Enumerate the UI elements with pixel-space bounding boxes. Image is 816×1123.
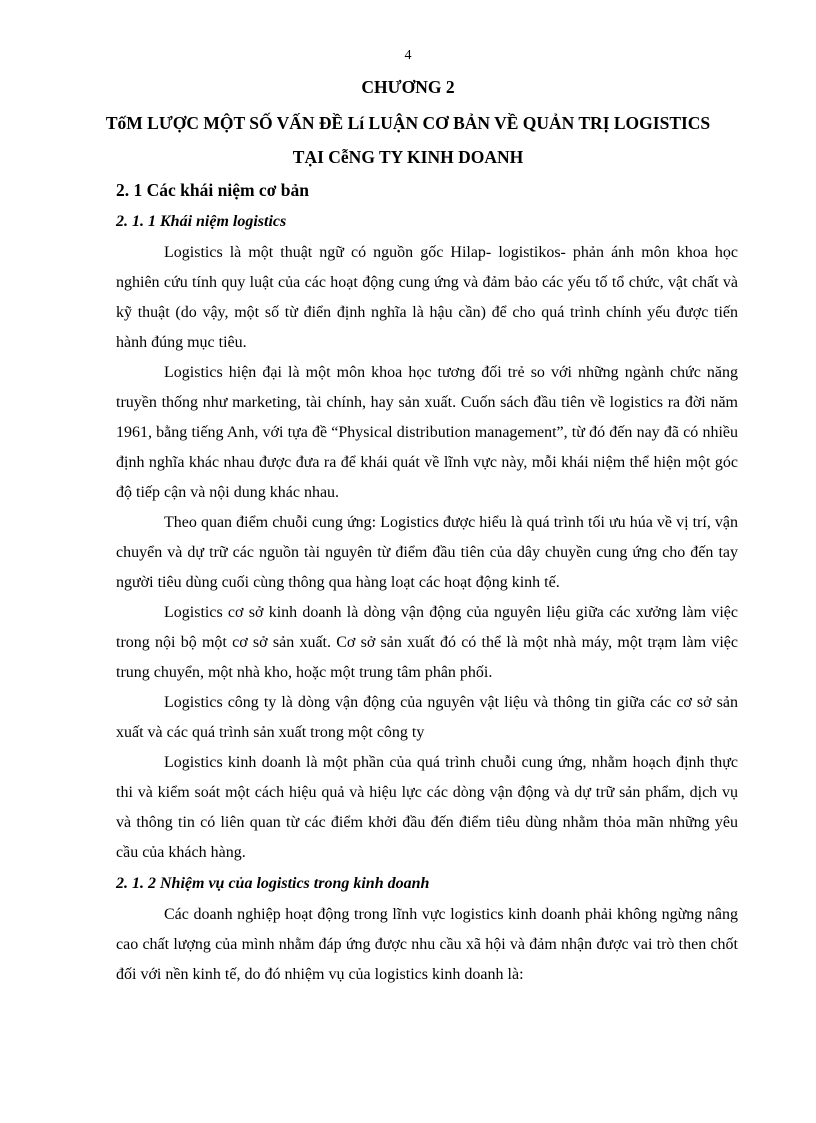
document-body bbox=[116, 174, 738, 990]
paragraph: Theo quan điểm chuỗi cung ứng: Logistics được hiểu là quá trình tối ưu húa về vị trí, vận chuyển và dự trữ các nguồn tài nguyên từ điểm đầu tiên của dây chuyền cung ứng cho đến tay người tiêu dùng cuối cùng thông qua hàng loạt các hoạt động kinh tế. bbox=[116, 514, 738, 591]
chapter-title: TốM LƯỢC MỘT SỐ VẤN ĐỀ Lí LUẬN CƠ BẢN VỀ QUẢN TRỊ LOGISTICS TẠI CễNG TY KINH DOANH bbox=[105, 113, 711, 167]
subsection-heading-2-1-2: 2. 1. 2 Nhiệm vụ của logistics trong kinh doanh bbox=[116, 875, 430, 892]
page-number: 4 bbox=[404, 48, 412, 63]
paragraph: Logistics công ty là dòng vận động của nguyên vật liệu và thông tin giữa các cơ sở sản xuất và các quá trình sản xuất trong một công ty bbox=[116, 694, 738, 741]
section-heading-2-1: 2. 1 Các khái niệm cơ bản bbox=[116, 180, 309, 200]
chapter-label: CHƯƠNG 2 bbox=[361, 77, 455, 97]
paragraph: Logistics là một thuật ngữ có nguồn gốc Hilap- logistikos- phản ánh môn khoa học nghiên cứu tính quy luật của các hoạt động cung ứng và đảm bảo các yếu tố tổ chức, vật chất và kỹ thuật (do vậy, một số từ điển định nghĩa là hậu cần) để cho quá trình chính yếu được tiến hành đúng mục tiêu. bbox=[116, 244, 738, 351]
subsection-heading-2-1-1: 2. 1. 1 Khái niệm logistics bbox=[116, 213, 287, 230]
paragraph: Logistics kinh doanh là một phần của quá trình chuỗi cung ứng, nhằm hoạch định thực thi và kiểm soát một cách hiệu quả và hiệu lực các dòng vận động và dự trữ sản phẩm, dịch vụ và thông tin có liên quan từ các điểm khởi đầu đến điểm tiêu dùng nhằm thỏa mãn những yêu cầu của khách hàng. bbox=[116, 754, 738, 861]
paragraph: Logistics hiện đại là một môn khoa học tương đối trẻ so với những ngành chức năng truyền thống như marketing, tài chính, hay sản xuất. Cuốn sách đầu tiên về logistics ra đời năm 1961, bằng tiếng Anh, với tựa đề “Physical distribution management”, từ đó đến nay đã có nhiều định nghĩa khác nhau được đưa ra để khái quát về lĩnh vực này, mỗi khái niệm thể hiện một góc độ tiếp cận và nội dung khác nhau. bbox=[116, 364, 738, 501]
paragraph: Các doanh nghiệp hoạt động trong lĩnh vực logistics kinh doanh phải không ngừng nâng cao chất lượng của mình nhằm đáp ứng được nhu cầu xã hội và đảm nhận được vai trò then chốt đối với nền kinh tế, do đó nhiệm vụ của logistics kinh doanh là: bbox=[116, 906, 738, 983]
paragraph: Logistics cơ sở kinh doanh là dòng vận động của nguyên liệu giữa các xưởng làm việc trong nội bộ một cơ sở sản xuất. Cơ sở sản xuất đó có thể là một nhà máy, một trạm làm việc trung chuyển, một nhà kho, hoặc một trung tâm phân phối. bbox=[116, 604, 738, 681]
